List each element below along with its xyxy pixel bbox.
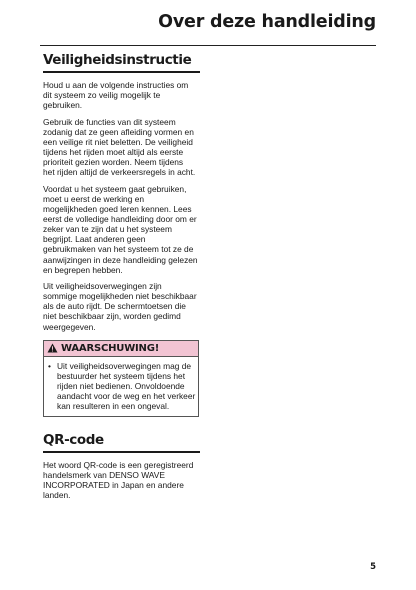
text-line: INCORPORATED in Japan en andere xyxy=(43,480,184,491)
text-line: begrijpt. Laat anderen geen xyxy=(43,234,146,245)
text-line: mogelijkheden goed leren kennen. Lees xyxy=(43,204,192,215)
warning-triangle-icon xyxy=(47,343,58,353)
text-line: Houd u aan de volgende instructies om xyxy=(43,80,189,90)
qr-section xyxy=(43,432,200,500)
safety-paragraph-4 xyxy=(43,281,200,331)
text-line: aandacht voor de weg en het verkeer xyxy=(57,390,196,401)
text-line: handelsmerk van DENSO WAVE xyxy=(43,470,165,481)
warning-text xyxy=(57,361,195,411)
text-line: eerst de volledige handleiding door om er xyxy=(43,214,197,225)
warning-box xyxy=(43,340,199,417)
text-line: Het woord QR-code is een geregistreerd xyxy=(43,460,194,471)
safety-section xyxy=(43,52,200,332)
text-line: niet beschikbaar zijn, worden gedimd xyxy=(43,311,181,322)
safety-paragraph-2 xyxy=(43,117,200,178)
text-line: weergegeven. xyxy=(43,321,96,332)
text-line: als de auto rijdt. De schermtoetsen die xyxy=(43,301,186,312)
text-line: kan resulteren in een ongeval. xyxy=(57,401,170,412)
page-header-title: Over deze handleiding xyxy=(158,12,376,32)
text-line: een veilige rit niet beletten. De veiligheid xyxy=(43,136,193,147)
text-line: sommige mogelijkheden niet beschikbaar xyxy=(43,291,197,302)
text-line: prioriteit gezien worden. Neem tijdens xyxy=(43,157,184,168)
safety-section-title: Veiligheidsinstructie xyxy=(43,52,200,73)
text-line: rijden niet bedienen. Onvoldoende xyxy=(57,380,185,391)
main-content xyxy=(43,52,200,507)
text-line: aanwijzingen in deze handleiding gelezen xyxy=(43,254,198,265)
text-line: Uit veiligheidsoverwegingen zijn xyxy=(43,281,162,292)
warning-body xyxy=(44,357,198,416)
bullet-mark: • xyxy=(48,360,51,371)
warning-header xyxy=(44,341,198,357)
text-line: gebruiken. xyxy=(43,100,83,111)
header-rule xyxy=(40,45,376,46)
text-line: Gebruik de functies van dit systeem xyxy=(43,116,176,127)
page-number: 5 xyxy=(370,562,376,572)
safety-paragraph-1 xyxy=(43,80,200,110)
qr-section-title: QR-code xyxy=(43,432,200,453)
text-line: het rijden altijd de verkeersregels in acht. xyxy=(43,167,196,178)
text-line: Uit veiligheidsoverwegingen mag de xyxy=(57,360,192,371)
qr-paragraph xyxy=(43,460,200,500)
text-line: Voordat u het systeem gaat gebruiken, xyxy=(43,183,187,194)
text-line: dit systeem zo veilig mogelijk te xyxy=(43,90,161,101)
safety-paragraph-3 xyxy=(43,184,200,275)
text-line: zodanig dat ze geen afleiding vormen en xyxy=(43,126,194,137)
warning-title: WAARSCHUWING! xyxy=(61,342,160,354)
text-line: moet u eerst de werking en xyxy=(43,193,145,204)
text-line: en begrepen hebben. xyxy=(43,264,123,275)
text-line: zeker van te zijn dat u het systeem xyxy=(43,224,172,235)
text-line: landen. xyxy=(43,490,71,501)
text-line: tijdens het rijden moet altijd als eerste xyxy=(43,147,184,158)
text-line: bestuurder het systeem tijdens het xyxy=(57,370,186,381)
text-line: gebruikmaken van het systeem tot ze de xyxy=(43,244,194,255)
